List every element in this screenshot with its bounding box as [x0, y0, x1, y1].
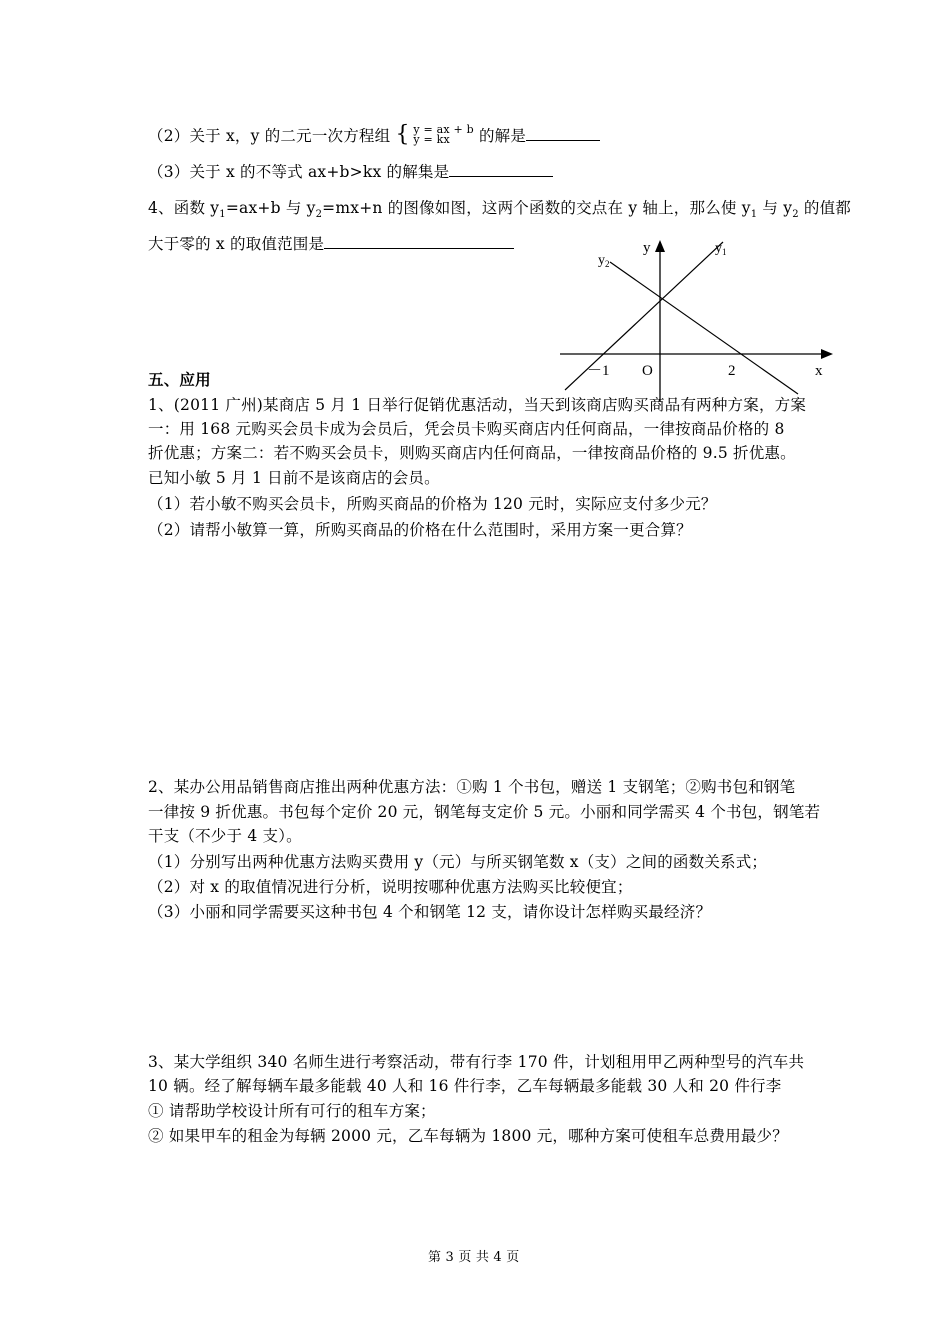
left-brace-icon: {	[395, 122, 410, 147]
p3-line-0: 3、某大学组织 340 名师生进行考察活动，带有行李 170 件，计划租用甲乙两种型号的汽车共	[148, 1053, 805, 1071]
q2-prefix: （2）关于 x，y 的二元一次方程组	[148, 127, 391, 145]
p2-line-3: （1）分别写出两种优惠方法购买费用 y（元）与所买钢笔数 x（支）之间的函数关系式；	[148, 853, 768, 871]
q4-sub-a: 1	[219, 209, 226, 221]
y-axis-label: y	[643, 240, 651, 256]
y2-label-sub: 2	[605, 259, 610, 269]
y1-label-main: y	[715, 241, 722, 256]
p1-line-4: （1）若小敏不购买会员卡，所购买商品的价格为 120 元时，实际应支付多少元？	[148, 495, 717, 513]
p2-line-4: （2）对 x 的取值情况进行分析，说明按哪种优惠方法购买比较便宜；	[148, 878, 633, 896]
tick-label-2: 2	[728, 363, 736, 379]
origin-label: O	[642, 363, 653, 379]
p3-line-1: 10 辆。经了解每辆车最多能载 40 人和 16 件行李，乙车每辆最多能载 30 人和 20 件行李	[148, 1077, 782, 1095]
system-row-2: y = kx	[413, 133, 450, 146]
p1-line-0: 1、(2011 广州)某商店 5 月 1 日举行促销优惠活动，当天到该商店购买商品有两种方案，方案	[148, 396, 807, 414]
p2-line-1: 一律按 9 折优惠。书包每个定价 20 元，钢笔每支定价 5 元。小丽和同学需买 4 个书包，钢笔若	[148, 803, 821, 821]
p2-line-0: 2、某办公用品销售商店推出两种优惠方法：①购 1 个书包，赠送 1 支钢笔；②购书包和钢笔	[148, 778, 796, 796]
x-axis-label: x	[815, 363, 823, 379]
q4-answer-blank[interactable]	[324, 234, 514, 249]
q2-suffix: 的解是	[478, 127, 527, 145]
line-y2	[610, 262, 798, 394]
p1-line-1: 一：用 168 元购买会员卡成为会员后，凭会员卡购买商店内任何商品，一律按商品价格的 8	[148, 420, 785, 438]
q4-line-2	[148, 234, 514, 254]
y1-label-sub: 1	[722, 247, 727, 257]
p1-line-2: 折优惠；方案二：若不购买会员卡，则购买商店内任何商品，一律按商品价格的 9.5 折优惠。	[148, 444, 796, 462]
y2-label-main: y	[598, 253, 605, 268]
q3-line	[148, 162, 553, 182]
function-graph	[555, 232, 855, 407]
p2-line-2: 干支（不少于 4 支）。	[148, 827, 302, 845]
equation-system	[395, 122, 474, 147]
q4-text-a: 4、函数 y	[148, 199, 220, 217]
p1-line-5: （2）请帮小敏算一算，所购买商品的价格在什么范围时，采用方案一更合算？	[148, 521, 692, 539]
section-title: 五、应用	[148, 370, 211, 389]
q4-line-1	[148, 198, 851, 225]
q4-text-b: =ax+b 与 y	[225, 199, 316, 217]
p1-line-3: 已知小敏 5 月 1 日前不是该商店的会员。	[148, 469, 440, 487]
p3-line-2: ① 请帮助学校设计所有可行的租车方案；	[148, 1102, 436, 1120]
y2-label	[598, 253, 610, 269]
y-axis-arrow-icon	[655, 240, 665, 252]
q3-answer-blank[interactable]	[449, 162, 553, 177]
q4-text-e: 的值都	[798, 199, 851, 217]
q4-line-2-text: 大于零的 x 的取值范围是	[148, 235, 325, 253]
p3-line-3: ② 如果甲车的租金为每辆 2000 元，乙车每辆为 1800 元，哪种方案可使租车总费用最少？	[148, 1127, 788, 1145]
q4-text-d: 与 y	[757, 199, 793, 217]
x-axis-arrow-icon	[821, 349, 833, 359]
q4-sub-b: 2	[315, 209, 323, 221]
q3-text: （3）关于 x 的不等式 ax+b>kx 的解集是	[148, 163, 450, 181]
tick-label-neg1: －1	[587, 363, 610, 379]
q2-answer-blank[interactable]	[526, 126, 600, 141]
q4-sub-d: 2	[792, 209, 799, 221]
system-row-1: y = ax + b	[413, 123, 474, 136]
y1-label	[715, 241, 727, 257]
q4-text-c: =mx+n 的图像如图，这两个函数的交点在 y 轴上，那么使 y	[322, 199, 751, 217]
page-footer: 第 3 页 共 4 页	[428, 1250, 520, 1265]
q2-line	[148, 122, 600, 147]
q4-sub-c: 1	[750, 209, 758, 221]
p2-line-5: （3）小丽和同学需要买这种书包 4 个和钢笔 12 支，请你设计怎样购买最经济？	[148, 903, 712, 921]
